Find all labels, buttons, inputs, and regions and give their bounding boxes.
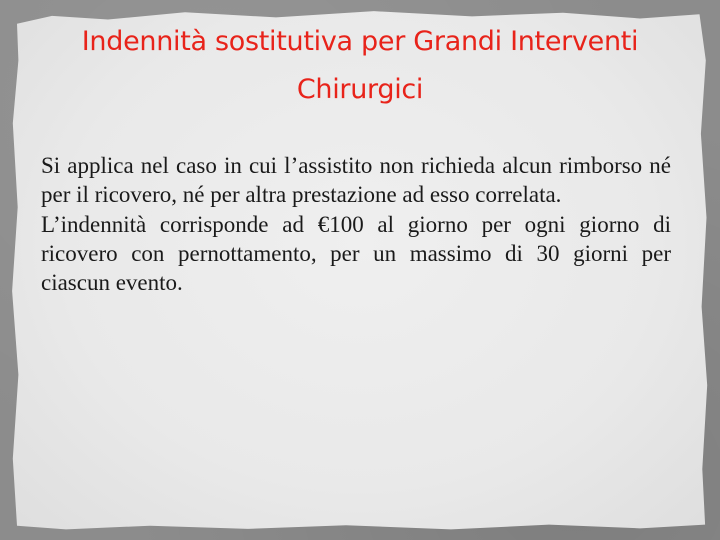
body-paragraph-indemnity: L’indennità corrisponde ad €100 al giorno per ogni giorno di ricovero con pernottamento, per un massimo di 30 giorni per ciascun evento. (41, 211, 671, 296)
body-paragraph-applicability: Si applica nel caso in cui l’assistito non richieda alcun rimborso né per il ricovero, né per altra prestazione ad esso correlata. (41, 153, 671, 208)
slide-body (41, 151, 671, 297)
slide-title: Indennità sostitutiva per Grandi Interventi Chirurgici (81, 26, 639, 105)
